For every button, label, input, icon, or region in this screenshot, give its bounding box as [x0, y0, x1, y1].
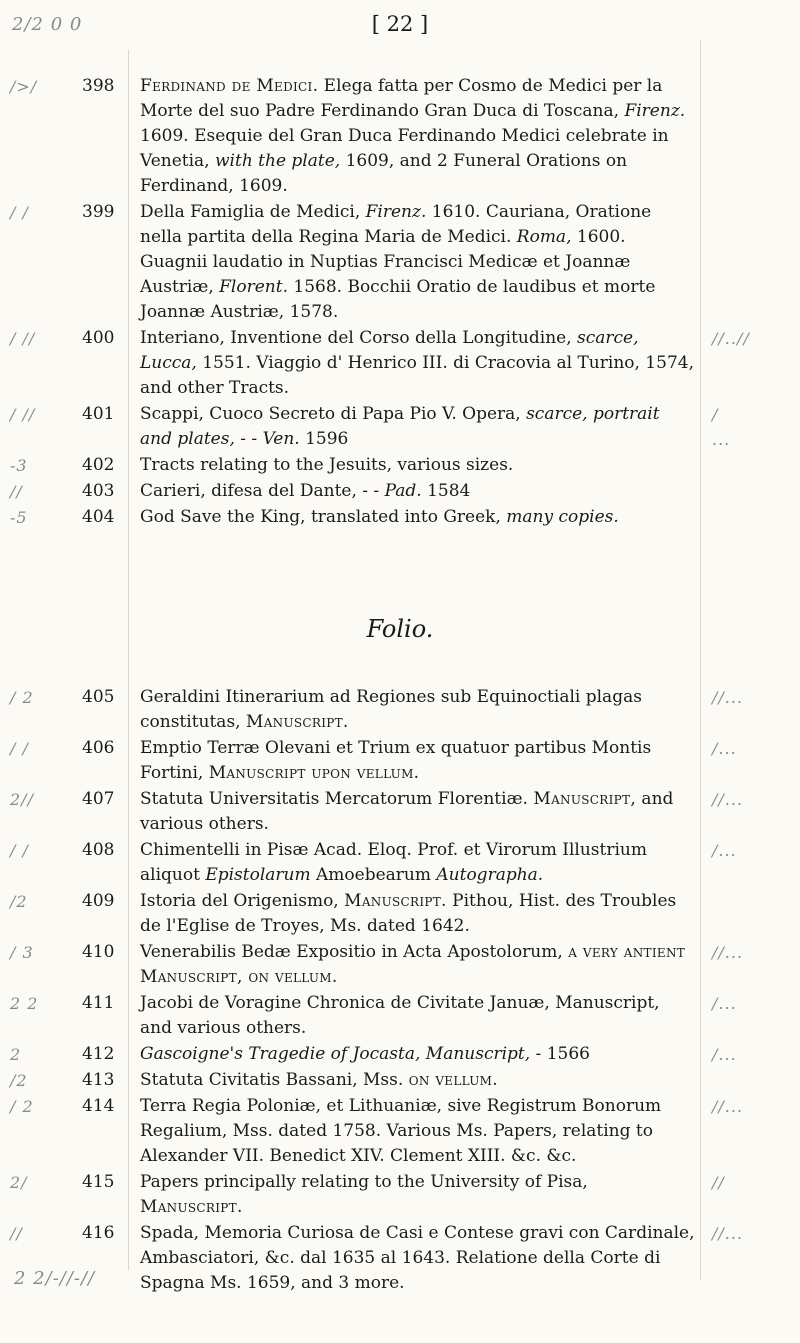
margin-mark-left: 2	[10, 1045, 22, 1064]
description-segment: Della Famiglia de Medici,	[140, 202, 366, 222]
description-segment: 1551. Viaggio d' Henrico III. di Cracovia al Turino, 1574, and other Tracts.	[140, 353, 694, 398]
description-segment: Interiano, Inventione del Corso della Longitudine,	[140, 328, 578, 348]
lot-number: 398	[82, 76, 115, 96]
margin-mark-left: / 3	[10, 943, 34, 962]
lot-description	[140, 685, 695, 735]
description-segment: Jacobi de Voragine Chronica de Civitate Januæ, Manuscript, and various others.	[140, 993, 660, 1038]
catalogue-entry	[10, 479, 695, 504]
description-segment: Istoria del Origenismo,	[140, 891, 345, 911]
margin-mark-left: //	[10, 482, 23, 501]
description-segment: 1610. Cauriana, Oratione nella partita della Regina Maria de Medici.	[140, 202, 652, 247]
margin-mark-left: /2	[10, 892, 28, 911]
description-segment: Papers principally relating to the University of Pisa,	[140, 1172, 588, 1192]
catalogue-entry	[10, 1068, 695, 1093]
description-segment: Amoebearum	[310, 865, 437, 885]
lot-description	[140, 1170, 695, 1220]
lot-description	[140, 787, 695, 837]
description-segment: Carieri, difesa del Dante, - -	[140, 481, 385, 501]
lot-number: 400	[82, 328, 115, 348]
description-segment: and various others.	[140, 789, 674, 834]
margin-mark-left: /2	[10, 1071, 28, 1090]
section-heading: Folio.	[366, 615, 434, 643]
margin-mark-right: / ...	[712, 405, 731, 449]
folio-entries-list	[10, 685, 744, 1297]
lot-number: 406	[82, 738, 115, 758]
description-segment: on vellum.	[408, 1070, 498, 1090]
lot-number: 408	[82, 840, 115, 860]
margin-mark-right: //...	[712, 1224, 744, 1243]
catalogue-entry	[10, 838, 737, 888]
margin-mark-right: //..//	[712, 329, 750, 348]
lot-number: 415	[82, 1172, 115, 1192]
description-segment: 1584	[421, 481, 471, 501]
description-segment: Statuta Universitatis Mercatorum Florentiæ.	[140, 789, 534, 809]
description-segment: - -	[234, 429, 263, 449]
lot-number: 416	[82, 1223, 115, 1243]
margin-mark-right: /...	[712, 739, 737, 758]
description-segment: Gascoigne's Tragedie of Jocasta, Manuscript,	[140, 1044, 531, 1064]
lot-number: 403	[82, 481, 115, 501]
catalogue-entry	[10, 505, 695, 530]
description-segment: Ven.	[262, 429, 300, 449]
description-segment: Ferdinand de Medici.	[140, 76, 319, 96]
description-segment: 1596	[299, 429, 349, 449]
catalogue-entry	[10, 326, 750, 401]
lot-description	[140, 889, 695, 939]
catalogue-entry	[10, 889, 695, 939]
description-segment: Spada, Memoria Curiosa de Casi e Contese gravi con Cardinale, Ambasciatori, &c. dal 1635 al 1643. Relatione della Corte di Spagna Ms. 1659, and 3 more.	[140, 1223, 695, 1293]
description-segment: scarce, portrait and plates,	[140, 404, 660, 449]
lot-number: 404	[82, 507, 115, 527]
description-segment: 1609. Esequie del Gran Duca Ferdinando Medici celebrate in Venetia,	[140, 126, 669, 171]
margin-mark-left: / 2	[10, 688, 34, 707]
description-segment: God Save the King, translated into Greek,	[140, 507, 507, 527]
margin-mark-left: / /	[10, 739, 29, 758]
description-segment: 1609, and 2 Funeral Orations on Ferdinand, 1609.	[140, 151, 628, 196]
description-segment: Manuscript.	[344, 891, 447, 911]
margin-mark-right: //	[712, 1173, 725, 1192]
lot-description	[140, 326, 695, 401]
description-segment: many copies.	[506, 507, 619, 527]
catalogue-entry	[10, 200, 695, 325]
margin-mark-left: 2 2	[10, 994, 39, 1013]
description-segment: Firenz.	[624, 101, 686, 121]
catalogue-entry	[10, 402, 731, 452]
lot-number: 402	[82, 455, 115, 475]
margin-mark-left: -5	[10, 508, 28, 527]
lot-description	[140, 1042, 695, 1067]
description-segment: Firenz.	[365, 202, 427, 222]
lot-description	[140, 1094, 695, 1169]
margin-mark-right: /...	[712, 1045, 737, 1064]
lot-description	[140, 1221, 695, 1296]
lot-number: 409	[82, 891, 115, 911]
catalogue-entry	[10, 940, 744, 990]
description-segment: Manuscript.	[140, 1197, 243, 1217]
catalogue-entry	[10, 1094, 744, 1169]
margin-mark-right: //...	[712, 943, 744, 962]
margin-mark-left: -3	[10, 456, 28, 475]
description-segment: Tracts relating to the Jesuits, various sizes.	[140, 455, 514, 475]
description-segment: Elega fatta per Cosmo de Medici per la Morte del suo Padre Ferdinando Gran Duca di Toscana,	[140, 76, 663, 121]
margin-mark-left: / /	[10, 841, 29, 860]
description-segment: 1568. Bocchii Oratio de laudibus et morte Joannæ Austriæ, 1578.	[140, 277, 656, 322]
margin-mark-left: 2/	[10, 1173, 28, 1192]
description-segment: Pad.	[384, 481, 422, 501]
description-segment: Emptio Terræ Olevani et Trium ex quatuor partibus Montis Fortini,	[140, 738, 652, 783]
description-segment: Terra Regia Poloniæ, et Lithuaniæ, sive Registrum Bonorum Regalium, Mss. dated 1758. Various Ms. Papers, relating to Alexander VII. Benedict XIV. Clement XIII. &c. &c.	[140, 1096, 662, 1166]
lot-description	[140, 991, 695, 1041]
catalogue-entry	[10, 991, 737, 1041]
description-segment: Manuscript.	[245, 712, 349, 732]
lot-number: 399	[82, 202, 115, 222]
lot-description	[140, 74, 695, 199]
description-segment: Manuscript,	[533, 789, 637, 809]
description-segment: Geraldini Itinerarium ad Regiones sub Equinoctiali plagas constitutas,	[140, 687, 642, 732]
lot-description	[140, 505, 695, 530]
margin-mark-left: / 2	[10, 1097, 34, 1116]
margin-mark-left: / //	[10, 405, 36, 424]
margin-mark-left: / //	[10, 329, 36, 348]
margin-mark-left: //	[10, 1224, 23, 1243]
description-segment: Autographa.	[436, 865, 544, 885]
catalogue-entry	[10, 736, 737, 786]
lot-number: 405	[82, 687, 115, 707]
catalogue-entry	[10, 74, 695, 199]
lot-number: 413	[82, 1070, 115, 1090]
lot-number: 407	[82, 789, 115, 809]
margin-mark-left: / /	[10, 203, 29, 222]
description-segment: Manuscript upon vellum.	[208, 763, 420, 783]
margin-mark-right: /...	[712, 841, 737, 860]
lot-description	[140, 736, 695, 786]
lot-number: 412	[82, 1044, 115, 1064]
lot-number: 414	[82, 1096, 115, 1116]
lot-description	[140, 402, 695, 452]
catalogue-entry	[10, 1042, 737, 1067]
lot-description	[140, 838, 695, 888]
lot-number: 401	[82, 404, 115, 424]
lot-description	[140, 940, 695, 990]
description-segment: with the plate,	[215, 151, 341, 171]
lot-description	[140, 479, 695, 504]
catalogue-entry	[10, 787, 744, 837]
description-segment: Lucca,	[140, 353, 197, 373]
handwritten-note-top: 2/2 0 0	[12, 14, 83, 35]
entries-list	[10, 74, 750, 531]
description-segment: Pithou, Hist. des Troubles de l'Eglise de Troyes, Ms. dated 1642.	[140, 891, 677, 936]
page-number: [ 22 ]	[371, 12, 429, 36]
description-segment: - 1566	[530, 1044, 590, 1064]
description-segment: Roma,	[516, 227, 572, 247]
margin-mark-right: //...	[712, 790, 744, 809]
lot-description	[140, 1068, 695, 1093]
catalogue-entry	[10, 685, 744, 735]
description-segment: Epistolarum	[205, 865, 311, 885]
description-segment: Chimentelli in Pisæ Acad. Eloq. Prof. et Virorum Illustrium aliquot	[140, 840, 647, 885]
description-segment: Statuta Civitatis Bassani, Mss.	[140, 1070, 409, 1090]
description-segment: Scappi, Cuoco Secreto di Papa Pio V. Opera,	[140, 404, 527, 424]
lot-description	[140, 453, 695, 478]
catalogue-entry	[10, 1170, 725, 1220]
description-segment: Florent.	[219, 277, 288, 297]
description-segment: 1600. Guagnii laudatio in Nuptias Francisci Medicæ et Joannæ Austriæ,	[140, 227, 631, 297]
margin-mark-right: /...	[712, 994, 737, 1013]
vertical-fold-line	[700, 40, 701, 1280]
handwritten-note-bottom: 2 2/-//-//	[14, 1268, 96, 1289]
description-segment: Venerabilis Bedæ Expositio in Acta Apostolorum,	[140, 942, 569, 962]
margin-mark-right: //...	[712, 688, 744, 707]
description-segment: a very antient Manuscript, on vellum.	[140, 942, 686, 987]
description-segment: scarce,	[577, 328, 639, 348]
lot-description	[140, 200, 695, 325]
lot-number: 411	[82, 993, 115, 1013]
margin-mark-left: 2//	[10, 790, 34, 809]
margin-mark-right: //...	[712, 1097, 744, 1116]
lot-number: 410	[82, 942, 115, 962]
margin-mark-left: />/	[10, 77, 38, 96]
catalogue-entry	[10, 453, 695, 478]
